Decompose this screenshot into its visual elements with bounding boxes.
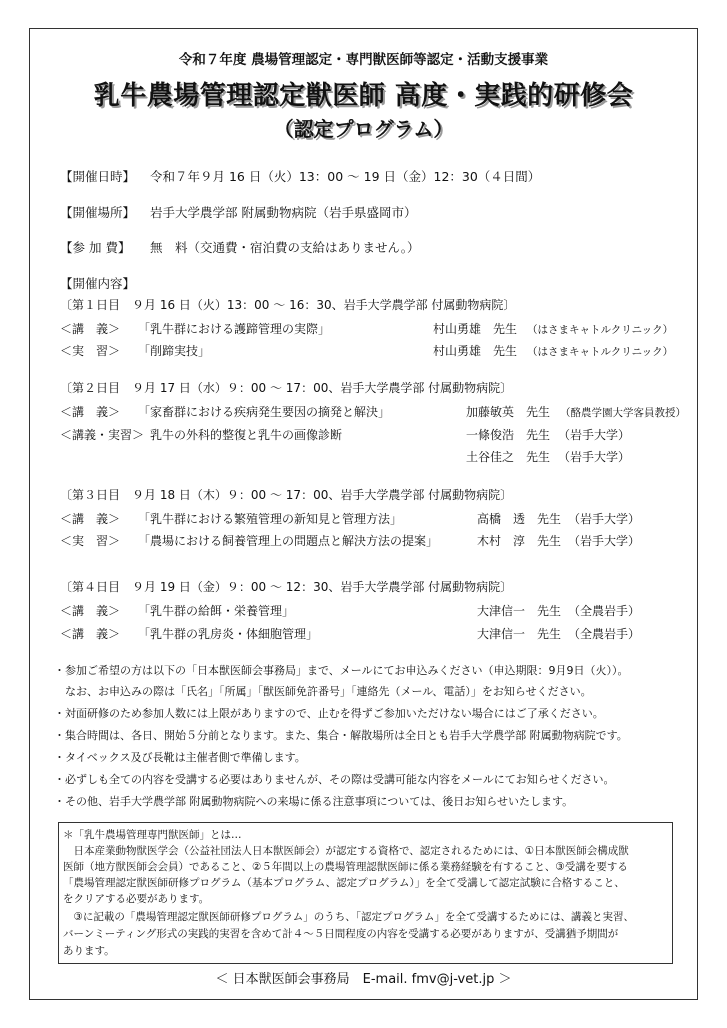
program-label: （認定プログラム） <box>273 117 454 141</box>
session-topic: 「乳牛群における護蹄管理の実際」 <box>138 322 331 336</box>
lecturer-name: 加藤敏英 先生 <box>466 405 551 419</box>
definition-box <box>58 822 673 964</box>
lecturer-org: （岩手大学） <box>558 450 631 464</box>
session-type: ＜実 習＞ <box>60 534 121 548</box>
lecturer-org: （全農岩手） <box>568 604 641 618</box>
session-type: ＜講 義＞ <box>60 512 121 526</box>
lecturer-name: 村山勇雄 先生 <box>433 344 518 358</box>
lecturer-name: 土谷佳之 先生 <box>466 450 551 464</box>
day-heading: 〔第２日目 ９月 17 日（水）９：00 ～ 17：00、岩手大学農学部 付属動物病院〕 <box>60 381 513 395</box>
notice-line: なお、お申込みの際は「氏名」「所属」「獣医師免許番号」「連絡先（メール、電話）」をお知らせください。 <box>54 685 592 698</box>
lecturer-name: 高橋 透 先生 <box>477 512 562 526</box>
lecturer-org: （はさまキャトルクリニック） <box>527 346 674 358</box>
notice-line: ・その他、岩手大学農学部 附属動物病院への来場に係る注意事項については、後日お知らせいたします。 <box>54 795 574 808</box>
session-topic: 「乳牛群における繁殖管理の新知見と管理方法」 <box>138 512 403 526</box>
lecturer-org: （岩手大学） <box>568 512 641 526</box>
definition-line: 日本産業動物獣医学会（公益社団法人日本獣医師会）が認定する資格で、認定されるためには、①日本獣医師会構成獣 <box>63 845 629 857</box>
session-topic: 乳牛の外科的整復と乳牛の画像診断 <box>150 428 343 442</box>
session-type: ＜実 習＞ <box>60 344 121 358</box>
day-heading: 〔第１日目 ９月 16 日（火）13：00 ～ 16：30、岩手大学農学部 付属動物病院〕 <box>60 298 516 312</box>
notice-line: ・集合時間は、各日、開始５分前となります。また、集合・解散場所は全日とも岩手大学農学部 附属動物病院です。 <box>54 729 628 742</box>
notice-line: ・対面研修のため参加人数には上限がありますので、止むを得ずご参加いただけない場合にはご了承ください。 <box>54 707 604 720</box>
session-type: ＜講 義＞ <box>60 405 121 419</box>
definition-line: ＊「乳牛農場管理専門獣医師」とは… <box>63 829 242 841</box>
day-heading: 〔第４日目 ９月 19 日（金）９：00 ～ 12：30、岩手大学農学部 付属動物病院〕 <box>60 580 513 594</box>
session-topic: 「農場における飼養管理上の問題点と解決方法の提案」 <box>138 534 439 548</box>
session-type: ＜講 義＞ <box>60 604 121 618</box>
session-type: ＜講 義＞ <box>60 322 121 336</box>
session-topic: 「削蹄実技」 <box>138 344 211 358</box>
definition-line: 医師（地方獣医師会会員）であること、②５年間以上の農場管理認獣医師に係る業務経験を有すること、③受講を要する <box>63 861 628 873</box>
fee-label: 【参 加 費】 <box>60 240 131 255</box>
contact-footer: ＜ 日本獣医師会事務局 E-mail. fmv@j-vet.jp ＞ <box>215 972 512 987</box>
definition-line: ③に記載の「農場管理認定獣医師研修プログラム」のうち、「認定プログラム」を全て受講するためには、講義と実習、 <box>63 911 634 923</box>
day-heading: 〔第３日目 ９月 18 日（木）９：00 ～ 17：00、岩手大学農学部 付属動物病院〕 <box>60 488 513 502</box>
definition-line: をクリアする必要があります。 <box>63 893 210 905</box>
lecturer-org: （全農岩手） <box>568 627 641 641</box>
venue-value: 岩手大学農学部 附属動物病院（岩手県盛岡市） <box>150 205 417 220</box>
event-subtitle: 令和７年度 農場管理認定・専門獣医師等認定・活動支援事業 <box>178 52 549 68</box>
content-label: 【開催内容】 <box>60 276 136 291</box>
lecturer-name: 木村 淳 先生 <box>477 534 562 548</box>
session-topic: 「乳牛群の乳房炎・体細胞管理」 <box>138 627 319 641</box>
lecturer-org: （はさまキャトルクリニック） <box>527 324 674 336</box>
session-topic: 「乳牛群の給餌・栄養管理」 <box>138 604 295 618</box>
fee-value: 無 料（交通費・宿泊費の支給はありません。） <box>150 240 420 255</box>
session-type: ＜講 義＞ <box>60 627 121 641</box>
definition-line: あります。 <box>63 945 115 957</box>
definition-line: 「農場管理認定獣医師研修プログラム（基本プログラム、認定プログラム）」を全て受講して認定試験に合格すること、 <box>63 877 625 889</box>
session-type: ＜講義・実習＞ <box>60 428 145 442</box>
lecturer-org: （酪農学園大学客員教授） <box>560 407 686 419</box>
lecturer-name: 大津信一 先生 <box>477 627 562 641</box>
lecturer-name: 村山勇雄 先生 <box>433 322 518 336</box>
lecturer-org: （岩手大学） <box>558 428 631 442</box>
lecturer-org: （岩手大学） <box>568 534 641 548</box>
lecturer-name: 一條俊浩 先生 <box>466 428 551 442</box>
notice-line: ・タイベックス及び長靴は主催者側で準備します。 <box>54 751 306 764</box>
date-value: 令和７年９月 16 日（火）13：00 ～ 19 日（金）12：30（４日間） <box>150 169 541 184</box>
venue-label: 【開催場所】 <box>60 205 136 220</box>
notice-line: ・必ずしも全ての内容を受講する必要はありませんが、その際は受講可能な内容をメールにてお知らせください。 <box>54 773 615 786</box>
lecturer-name: 大津信一 先生 <box>477 604 562 618</box>
session-topic: 「家畜群における疾病発生要因の摘発と解決」 <box>138 405 391 419</box>
definition-line: バーンミーティング形式の実践的実習を含めて計４～５日間程度の内容を受講する必要がありますが、受講猶予期間が <box>63 928 619 940</box>
event-title: 乳牛農場管理認定獣医師 高度・実践的研修会 <box>93 81 634 111</box>
date-label: 【開催日時】 <box>60 169 136 184</box>
notice-line: ・参加ご希望の方は以下の「日本獣医師会事務局」まで、メールにてお申込みください（申込期限：9月9日（火））。 <box>54 664 629 677</box>
